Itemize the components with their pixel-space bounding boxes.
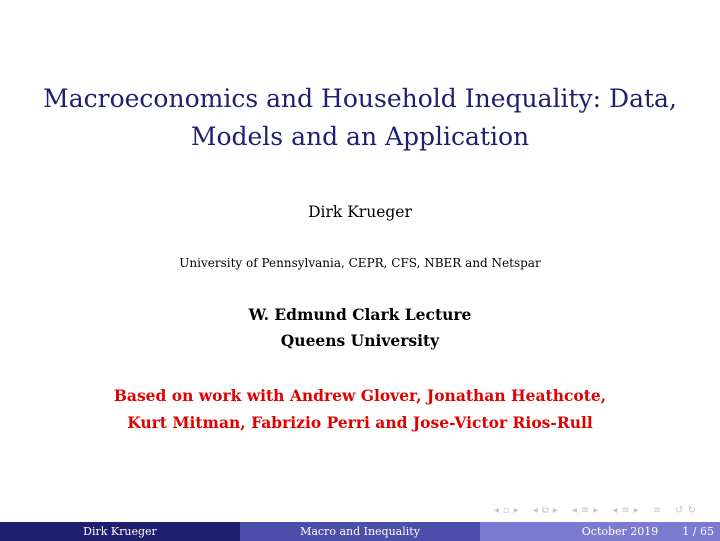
section-icon[interactable]: ≡ — [580, 504, 590, 516]
section-left-icon[interactable]: ◂ — [571, 504, 577, 516]
title-line-1: Macroeconomics and Household Inequality: Data, — [43, 84, 677, 113]
subsection-left-icon[interactable]: ◂ — [532, 504, 538, 516]
footer-bar — [0, 522, 720, 541]
institution: University of Pennsylvania, CEPR, CFS, NBER and Netspar — [179, 256, 541, 270]
footer-author: Dirk Krueger — [0, 522, 240, 541]
footer-right — [480, 522, 720, 541]
search-icon-2[interactable]: ↻ — [687, 504, 696, 516]
footer-short-title: Macro and Inequality — [240, 522, 480, 541]
footer-date: October 2019 — [581, 525, 659, 538]
subsection-right-icon[interactable]: ▸ — [552, 504, 558, 516]
beamer-navigation — [494, 502, 696, 518]
subsection-icon[interactable]: ⧉ — [541, 504, 549, 516]
nav-right-icon[interactable]: ▸ — [513, 504, 519, 516]
nav-left-icon[interactable]: ◂ — [493, 504, 499, 516]
footer-page-number: 1 / 65 — [682, 525, 714, 538]
title-line-2: Models and an Application — [190, 122, 530, 151]
section-icon-2[interactable]: ≡ — [621, 504, 630, 516]
slide-title — [40, 80, 680, 156]
section-right-icon-2[interactable]: ▸ — [633, 504, 639, 516]
search-icon[interactable]: ↺ — [675, 504, 684, 516]
based-on-note — [20, 382, 700, 436]
lecture-line-2: Queens University — [280, 331, 440, 350]
based-on-line-2: Kurt Mitman, Fabrizio Perri and Jose-Victor Rios-Rull — [127, 413, 593, 432]
section-right-icon[interactable]: ▸ — [593, 504, 599, 516]
frame-icon[interactable]: ▫ — [502, 504, 510, 516]
section-left-icon-2[interactable]: ◂ — [612, 504, 618, 516]
align-icon[interactable]: ≡ — [652, 504, 662, 516]
based-on-line-1: Based on work with Andrew Glover, Jonathan Heathcote, — [113, 386, 607, 405]
lecture-line-1: W. Edmund Clark Lecture — [248, 305, 472, 324]
author-name: Dirk Krueger — [308, 203, 412, 221]
lecture-info — [0, 302, 720, 354]
